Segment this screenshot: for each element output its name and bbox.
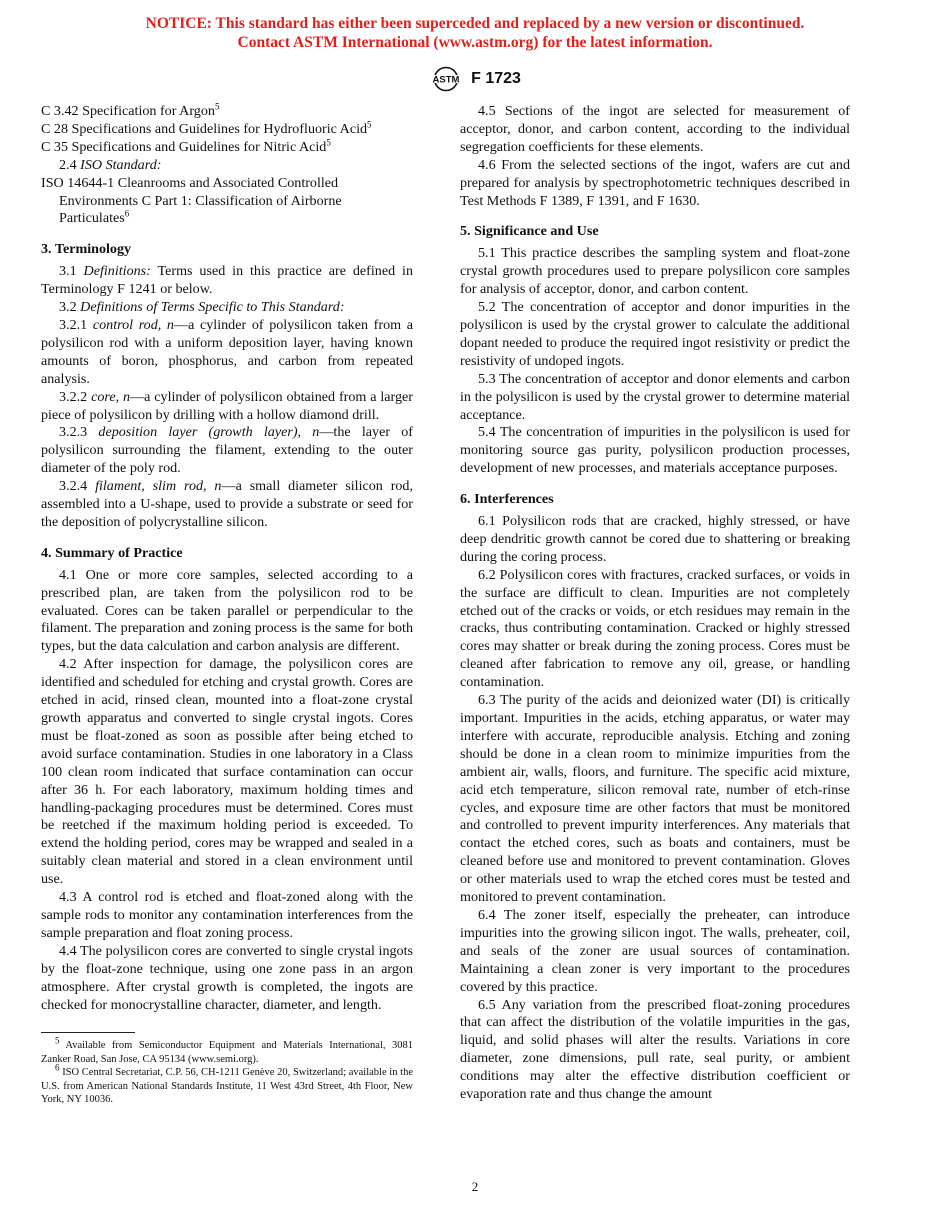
paragraph-5-2: 5.2 The concentration of acceptor and donor impurities in the polysilicon is used by the crystal grower to calculate the additional dopant needed to produce the required ingot resistivity or predict the resistivity of undoped ingots. [460,299,850,369]
paragraph-3-2-2: 3.2.2 core, n—a cylinder of polysilicon obtained from a larger piece of polysilicon by drilling with a hollow diamond drill. [41,388,413,423]
paragraph-3-2-4: 3.2.4 filament, slim rod, n—a small diameter silicon rod, assembled into a U-shape, used to provide a substrate or seed for the deposition of polycrystalline silicon. [41,478,414,530]
withdrawn-notice [0,14,950,52]
section-heading-interferences: 6. Interferences [460,491,554,508]
section-heading-terminology: 3. Terminology [41,241,132,258]
right-column [460,103,850,1104]
paragraph-6-3: 6.3 The purity of the acids and deionized water (DI) is critically important. Impurities in the acids, etching apparatus, or water may interfere with accurate, reproducible analysis. Etching and zoning should be done in a clean room to minimize impurities from the ambient air, walls, floors, and furniture. The specific acid mixture, acid etch temperature, silicon removal rate, number of etch-rinse cycles, and exposure time are other factors that must be monitored and controlled to prevent impurity interferences. Any materials that contact the etched cores, such as boats and containers, must be cleaned before use and monitored to prevent contamination. Gloves or other materials used to wrap the etched cores must be tested and monitored to prevent contamination. [460,692,850,906]
paragraph-3-1: 3.1 Definitions: Terms used in this practice are defined in Terminology F 1241 or below. [41,263,413,298]
astm-logo-icon [429,66,463,92]
paragraph-6-2: 6.2 Polysilicon cores with fractures, cracked surfaces, or voids in the surface are difficult to clean. Impurities are not completely etched out of the cracks or voids, or etch residues may remain in the cracks, thus contributing contamination. Cracked or highly stressed cores may shatter or break during the zoning process. Cores must be cleaned after fabrication to remove any oil, grease, or handling contamination. [460,566,850,691]
page-header [0,66,950,92]
paragraph-4-4: 4.4 The polysilicon cores are converted to single crystal ingots by the float-zone technique, using one zone pass in an argon atmosphere. After crystal growth is completed, the ingots are checked for monocrystalline character, diameter, and length. [41,942,413,1013]
paragraph-3-2: 3.2 Definitions of Terms Specific to This Standard: [59,299,345,316]
section-heading-significance: 5. Significance and Use [460,223,599,240]
footnote-5: $^5$ Available from Semiconductor Equipment and Materials International, 3081 Zanker Road, San Jose, CA 95134 (www.semi.org). [41,1035,413,1065]
section-2-4: 2.4 ISO Standard: [59,156,162,173]
page-number: 2 [471,1179,479,1194]
astm-logo-text: ASTM [432,74,460,86]
paragraph-4-2: 4.2 After inspection for damage, the polysilicon cores are identified and scheduled for etching and crystal growth. Cores are etched in acid, rinsed clean, mounted into a float-zone crystal growth apparatus and converted to single crystal ingots. Cores must be float-zoned as soon as possible after being etched to avoid surface contamination. Studies in one laboratory in a Class 100 clean room indicated that surface contamination can occur after 36 h. For each laboratory, maximum holding times and handling-packaging procedures must be determined. Cores must be reetched if the maximum holding period is exceeded. To extend the holding period, cores may be wrapped and sealed in a suitably clean material and stored in a clean environment until use. [41,656,413,888]
reference-item: C 35 Specifications and Guidelines for Nitric Acid$^5$ [41,137,331,155]
paragraph-6-1: 6.1 Polysilicon rods that are cracked, highly stressed, or have deep dendritic growth cannot be cored due to shattering or breaking during the coring process. [460,513,850,565]
notice-line-2: Contact ASTM International (www.astm.org) for the latest information. [237,34,713,51]
notice-line-1: NOTICE: This standard has either been superceded and replaced by a new version or discontinued. [145,15,805,32]
paragraph-3-2-1: 3.2.1 control rod, n—a cylinder of polysilicon taken from a polysilicon rod with a uniform deposition layer, having known amounts of boron, phosphorus, and carbon from repeated analysis. [41,316,413,387]
paragraph-4-3: 4.3 A control rod is etched and float-zoned along with the sample rods to monitor any contamination interferences from the sample preparation and float zoning process. [41,889,413,941]
paragraph-4-1: 4.1 One or more core samples, selected according to a prescribed plan, are taken from the polysilicon rod to be evaluated. Cores can be taken parallel or perpendicular to the filament. The preparation and zoning process is the same for both types, but the data calculation and carbon analysis are different. [41,566,413,655]
left-column [41,103,413,1106]
footnote-divider [41,1032,135,1033]
paragraph-6-5: 6.5 Any variation from the prescribed float-zoning procedures that can affect the distribution of the volatile impurities in the gas, liquid, and solid phases will alter the results. Variations in core diameter, zone dimensions, pull rate, seal purity, or ambient conditions may alter the effective distribution coefficient or evaporation rate and thus change the amount [460,996,850,1103]
section-heading-summary: 4. Summary of Practice [41,544,183,561]
standard-designation: F 1723 [471,70,521,87]
reference-item: C 28 Specifications and Guidelines for Hydrofluoric Acid$^5$ [41,119,372,137]
paragraph-4-5: 4.5 Sections of the ingot are selected for measurement of acceptor, donor, and carbon content, according to the individual segregation coefficients for these elements. [460,103,850,155]
paragraph-5-3: 5.3 The concentration of acceptor and donor elements and carbon in the polysilicon is used by the crystal grower to determine material acceptance. [460,370,850,423]
paragraph-4-6: 4.6 From the selected sections of the ingot, wafers are cut and prepared for analysis by spectrophotometric techniques described in Test Methods F 1389, F 1391, and F 1630. [460,156,850,209]
reference-item: C 3.42 Specification for Argon$^5$ [41,101,220,119]
reference-item-iso: ISO 14644-1 Cleanrooms and Associated Controlled Environments C Part 1: Classification of Airborne Particulates$^6$ [41,174,342,227]
footnote-6: $^6$ ISO Central Secretariat, C.P. 56, CH-1211 Genève 20, Switzerland; available in the U.S. from American National Standards Institute, 11 West 43rd Street, 4th Floor, New York, NY 10036. [41,1062,413,1106]
paragraph-5-4: 5.4 The concentration of impurities in the polysilicon is used for monitoring source gas purity, polysilicon production processes, development of new processes, and materials acceptance purposes. [460,424,850,477]
paragraph-3-2-3: 3.2.3 deposition layer (growth layer), n—the layer of polysilicon surrounding the filament, extending to the outer diameter of the poly rod. [41,424,413,477]
paragraph-6-4: 6.4 The zoner itself, especially the preheater, can introduce impurities into the growing silicon ingot. The walls, preheater, coil, and seals of the zoner are usual sources of contamination. Maintaining a clean zoner is very important to the procedures covered by this practice. [460,906,850,995]
paragraph-5-1: 5.1 This practice describes the sampling system and float-zone crystal growth procedures used to prepare polysilicon core samples for analysis of acceptor, donor, and carbon content. [460,245,850,298]
